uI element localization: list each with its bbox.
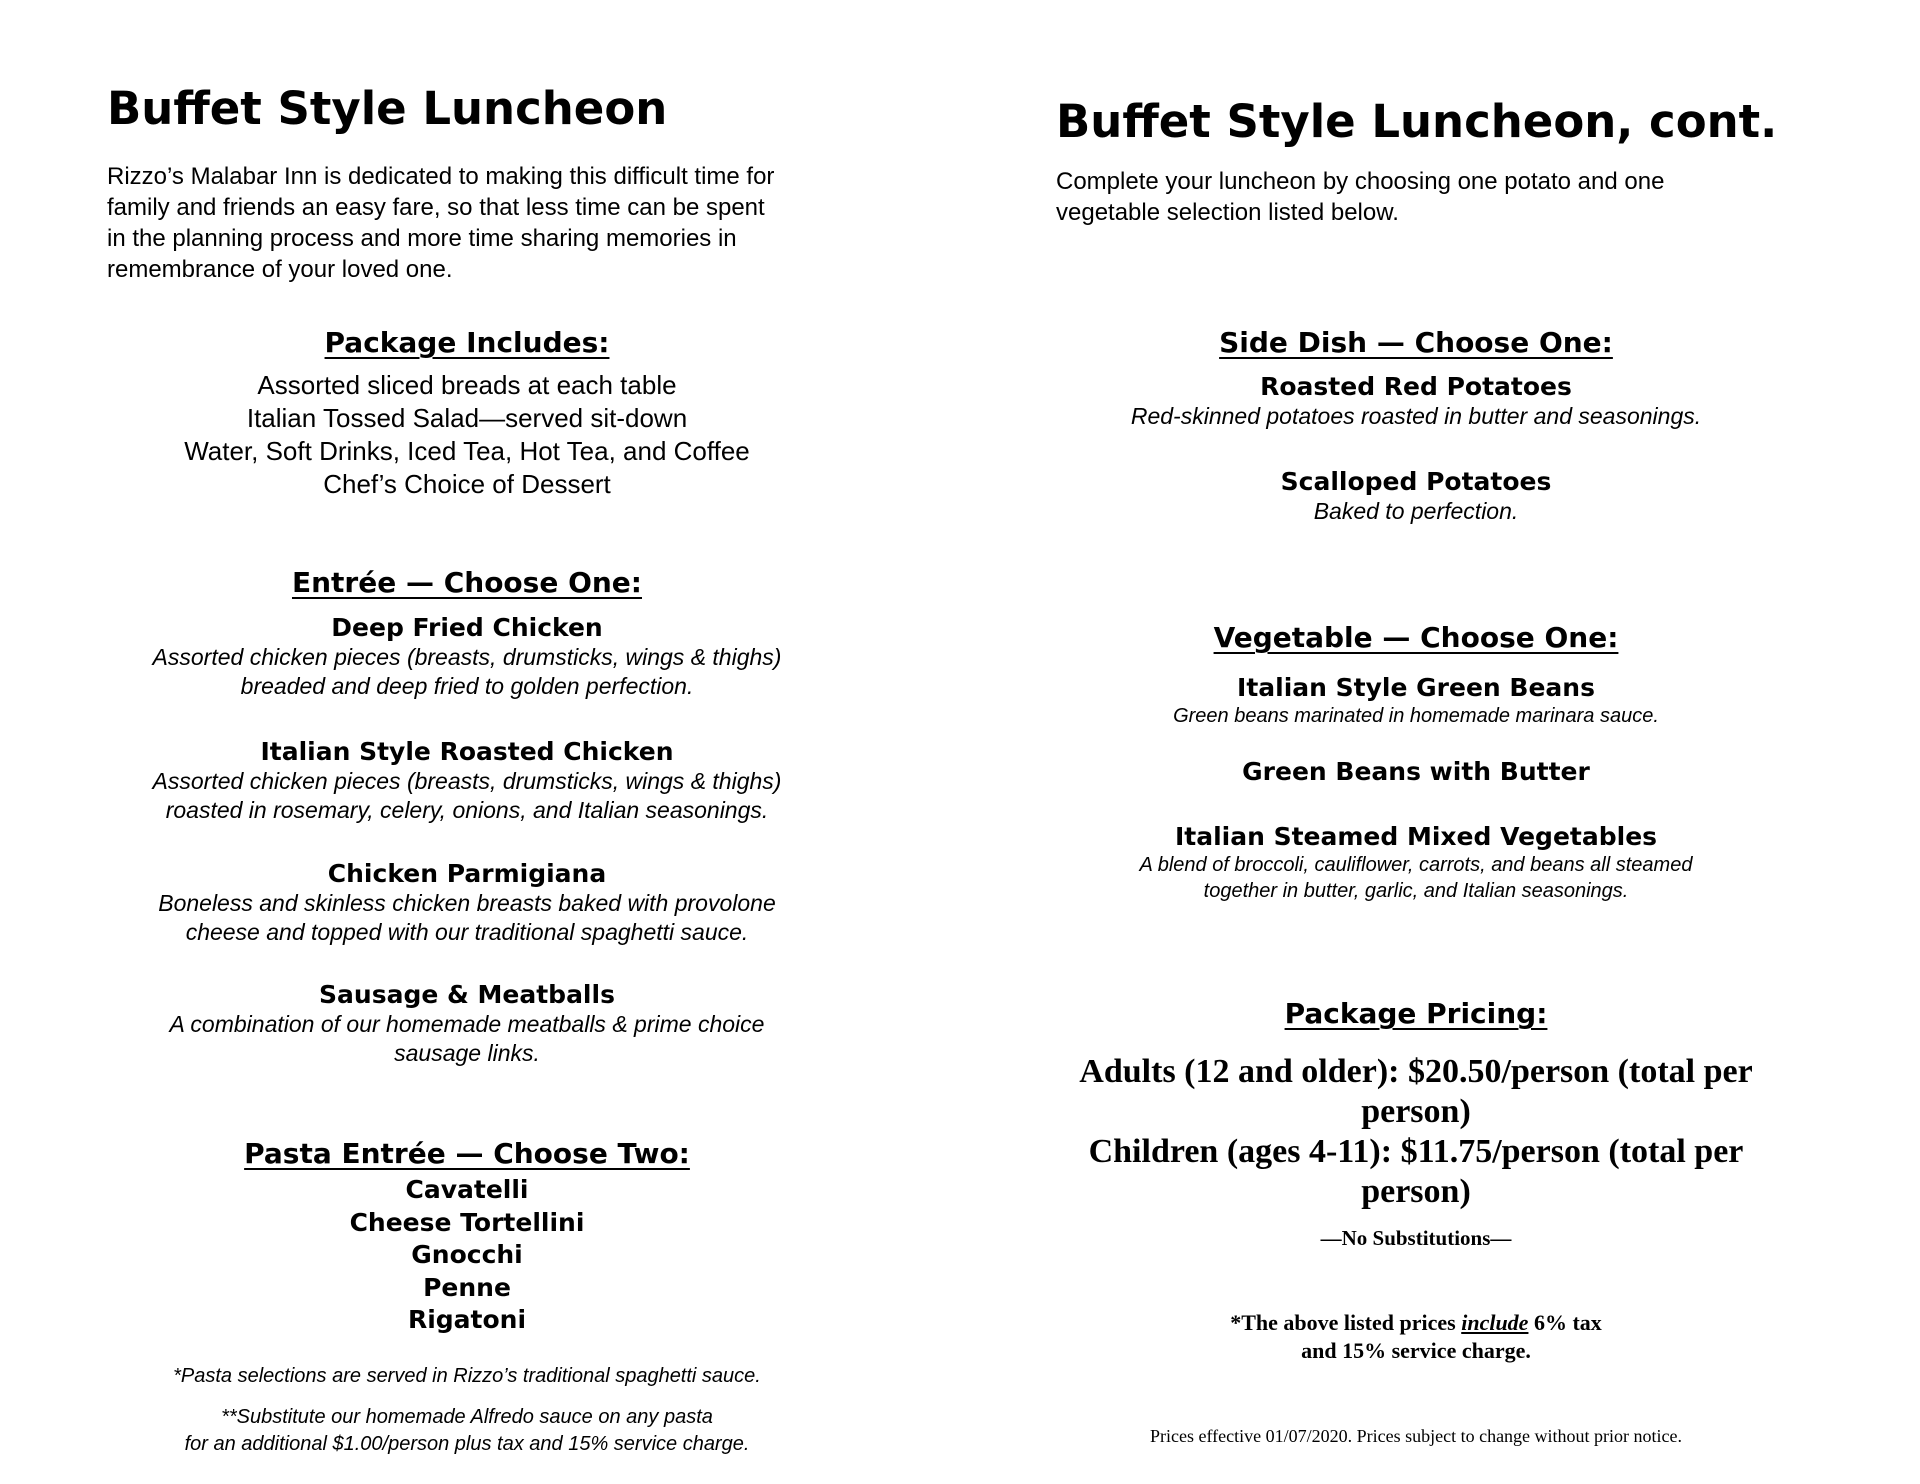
pasta-item: Cheese Tortellini <box>349 1207 585 1237</box>
menu-item <box>1056 757 1776 787</box>
intro-line: in the planning process and more time sharing memories in <box>107 225 737 252</box>
item-description: cheese and topped with our traditional spaghetti sauce. <box>185 919 749 945</box>
section-heading: Package Includes: <box>324 326 610 359</box>
alfredo-note-line: for an additional $1.00/person plus tax and 15% service charge. <box>184 1433 750 1455</box>
menu-item <box>107 613 827 701</box>
section-heading: Pasta Entrée — Choose Two: <box>244 1137 690 1170</box>
price-line: person) <box>1361 1173 1471 1210</box>
menu-item <box>1056 372 1776 431</box>
tax-note-suffix: 6% tax <box>1528 1310 1602 1335</box>
side-dish-section <box>1056 326 1776 359</box>
item-name: Deep Fried Chicken <box>331 613 603 642</box>
intro-line: Rizzo’s Malabar Inn is dedicated to making this difficult time for <box>107 163 775 190</box>
section-heading: Entrée — Choose One: <box>291 566 642 599</box>
item-name: Chicken Parmigiana <box>327 859 607 888</box>
entree-section <box>107 566 827 599</box>
child-price <box>1056 1132 1776 1212</box>
item-name: Sausage & Meatballs <box>319 980 615 1009</box>
pasta-item: Rigatoni <box>407 1305 527 1334</box>
pricing-section <box>1056 997 1776 1030</box>
pasta-item: Cavatelli <box>405 1175 529 1204</box>
section-heading: Vegetable — Choose One: <box>1213 621 1619 654</box>
package-includes-section <box>107 326 827 501</box>
page-title: Buffet Style Luncheon <box>107 82 668 135</box>
pasta-note <box>107 1363 827 1390</box>
item-description: A combination of our homemade meatballs & prime choice <box>169 1011 765 1037</box>
intro-paragraph <box>1056 166 1776 228</box>
intro-line: remembrance of your loved one. <box>107 256 453 283</box>
intro-line: vegetable selection listed below. <box>1056 199 1399 226</box>
item-description: Boneless and skinless chicken breasts baked with provolone <box>158 890 776 916</box>
item-description: Baked to perfection. <box>1313 498 1519 524</box>
item-name: Italian Style Green Beans <box>1237 673 1595 702</box>
item-name: Green Beans with Butter <box>1242 757 1590 786</box>
pasta-sauce-note: *Pasta selections are served in Rizzo’s traditional spaghetti sauce. <box>173 1365 761 1387</box>
tax-note <box>1056 1309 1776 1365</box>
page-title: Buffet Style Luncheon, cont. <box>1056 95 1778 148</box>
pasta-item: Gnocchi <box>411 1240 523 1269</box>
pasta-item: Penne <box>423 1272 511 1302</box>
item-description: Green beans marinated in homemade marinara sauce. <box>1173 705 1659 727</box>
item-description: together in butter, garlic, and Italian seasonings. <box>1203 880 1629 902</box>
vegetable-section <box>1056 621 1776 654</box>
menu-item <box>107 980 827 1068</box>
menu-item <box>107 737 827 825</box>
included-item: Water, Soft Drinks, Iced Tea, Hot Tea, and Coffee <box>184 436 750 466</box>
tax-note-emphasis: include <box>1461 1310 1529 1335</box>
included-item: Chef’s Choice of Dessert <box>323 469 611 499</box>
adult-price <box>1056 1052 1776 1132</box>
no-substitutions: —No Substitutions— <box>1320 1226 1512 1250</box>
item-description: Red-skinned potatoes roasted in butter and seasonings. <box>1130 403 1702 429</box>
item-description: Assorted chicken pieces (breasts, drumsticks, wings & thighs) <box>152 644 782 670</box>
intro-paragraph <box>107 161 827 285</box>
included-item: Assorted sliced breads at each table <box>257 370 677 400</box>
intro-line: family and friends an easy fare, so that less time can be spent <box>107 194 765 221</box>
item-name: Italian Steamed Mixed Vegetables <box>1174 822 1658 851</box>
alfredo-note <box>107 1404 827 1458</box>
item-name: Italian Style Roasted Chicken <box>260 737 674 766</box>
section-heading: Package Pricing: <box>1284 997 1548 1030</box>
price-line: Adults (12 and older): $20.50/person (total per <box>1079 1053 1753 1090</box>
footer-note: Prices effective 01/07/2020. Prices subject to change without prior notice. <box>1149 1426 1683 1446</box>
tax-note-line <box>1056 1309 1776 1337</box>
item-description: roasted in rosemary, celery, onions, and Italian seasonings. <box>165 797 769 823</box>
menu-item <box>1056 822 1776 904</box>
pasta-section <box>107 1137 827 1337</box>
section-heading: Side Dish — Choose One: <box>1219 326 1613 359</box>
menu-item <box>107 859 827 947</box>
item-description: Assorted chicken pieces (breasts, drumsticks, wings & thighs) <box>152 768 782 794</box>
item-description: sausage links. <box>394 1040 540 1066</box>
price-line: person) <box>1361 1093 1471 1130</box>
tax-note-line: and 15% service charge. <box>1301 1338 1531 1363</box>
item-name: Roasted Red Potatoes <box>1260 372 1572 401</box>
price-line: Children (ages 4-11): $11.75/person (total per <box>1088 1133 1744 1170</box>
tax-note-prefix: *The above listed prices <box>1230 1310 1462 1335</box>
intro-line: Complete your luncheon by choosing one potato and one <box>1056 168 1665 195</box>
included-item: Italian Tossed Salad—served sit-down <box>246 403 688 433</box>
menu-item <box>1056 467 1776 526</box>
menu-item <box>1056 673 1776 729</box>
alfredo-note-line: **Substitute our homemade Alfredo sauce on any pasta <box>221 1406 713 1428</box>
item-description: breaded and deep fried to golden perfection. <box>240 673 694 699</box>
item-name: Scalloped Potatoes <box>1280 467 1552 496</box>
item-description: A blend of broccoli, cauliflower, carrots, and beans all steamed <box>1139 854 1693 876</box>
